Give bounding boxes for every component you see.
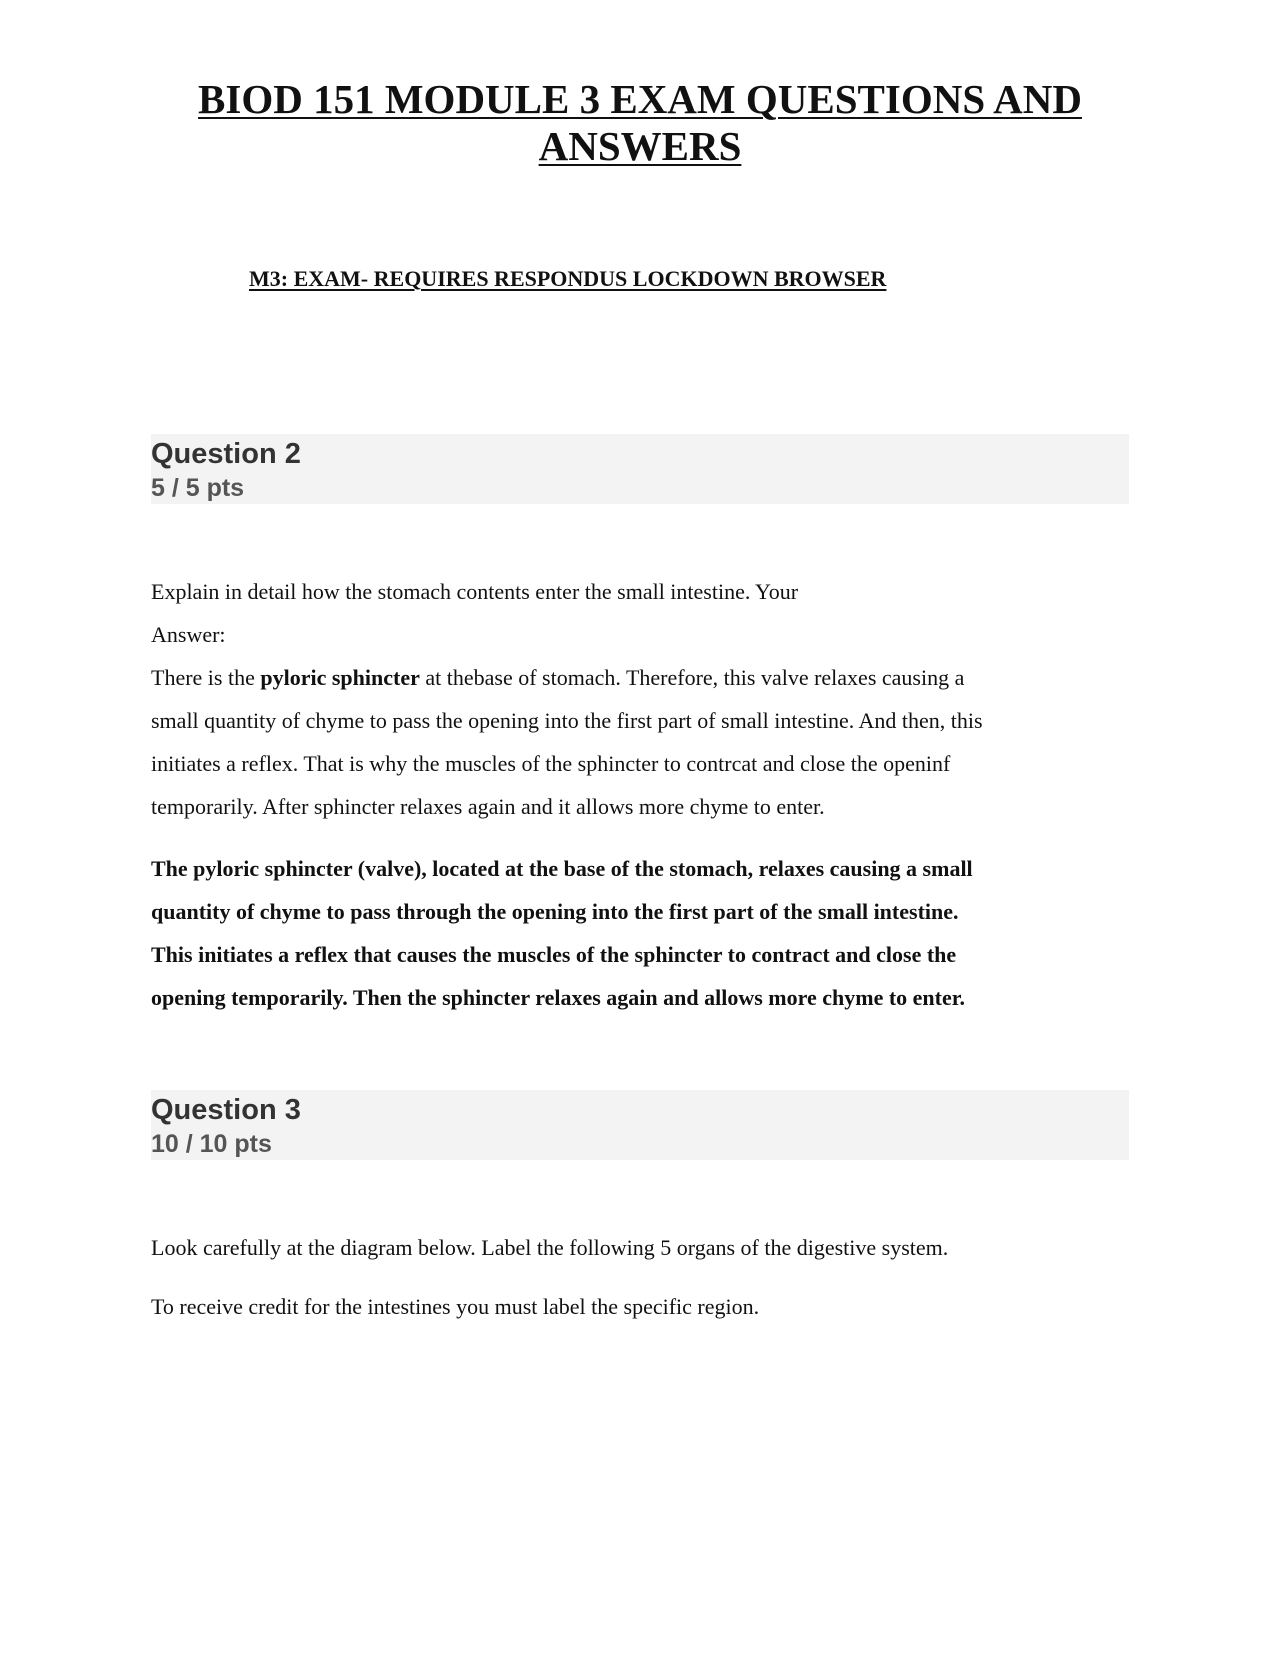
model-answer-line-3: This initiates a reflex that causes the muscles of the sphincter to contract and close the: [151, 942, 957, 967]
student-answer-line-2: small quantity of chyme to pass the opening into the first part of small intestine. And then, this: [151, 708, 983, 733]
model-answer-block: [151, 847, 1131, 1019]
question-2-header: [151, 434, 1129, 504]
question-2-title: Question 2: [151, 438, 301, 470]
exam-subtitle: M3: EXAM- REQUIRES RESPONDUS LOCKDOWN BROWSER: [249, 266, 887, 291]
question-3-header: [151, 1090, 1129, 1160]
model-answer-line-2: quantity of chyme to pass through the opening into the first part of the small intestine.: [151, 899, 959, 924]
model-answer-line-4: opening temporarily. Then the sphincter relaxes again and allows more chyme to enter.: [151, 985, 965, 1010]
question-3-prompt-text-1: Look carefully at the diagram below. Label the following 5 organs of the digestive system.: [151, 1235, 949, 1260]
question-3-prompt-2: [151, 1285, 1131, 1328]
model-answer-line-1: The pyloric sphincter (valve), located at the base of the stomach, relaxes causing a small: [151, 856, 973, 881]
question-3-points: 10 / 10 pts: [151, 1130, 272, 1158]
document-title-line-1: BIOD 151 MODULE 3 EXAM QUESTIONS AND: [198, 76, 1082, 122]
student-answer-line-1: [151, 656, 1131, 699]
question-2-points: 5 / 5 pts: [151, 474, 245, 502]
question-3-title: Question 3: [151, 1094, 301, 1126]
question-3-prompt-text-2: To receive credit for the intestines you must label the specific region.: [151, 1294, 760, 1319]
question-2-prompt: Explain in detail how the stomach contents enter the small intestine. Your: [151, 579, 799, 604]
answer-label: Answer:: [151, 622, 226, 647]
student-answer-line-4: temporarily. After sphincter relaxes again and it allows more chyme to enter.: [151, 794, 825, 819]
question-3-prompt-1: [151, 1226, 1131, 1269]
document-title-line-2: ANSWERS: [538, 123, 742, 169]
student-answer-post: at thebase of stomach. Therefore, this valve relaxes causing a: [419, 665, 965, 690]
document-title: [150, 76, 1130, 170]
student-answer-pre: There is the: [151, 665, 261, 690]
question-2-prompt-block: [151, 570, 1131, 828]
student-answer-term: pyloric sphincter: [260, 665, 420, 690]
student-answer-line-3: initiates a reflex. That is why the muscles of the sphincter to contrcat and close the openinf: [151, 751, 951, 776]
